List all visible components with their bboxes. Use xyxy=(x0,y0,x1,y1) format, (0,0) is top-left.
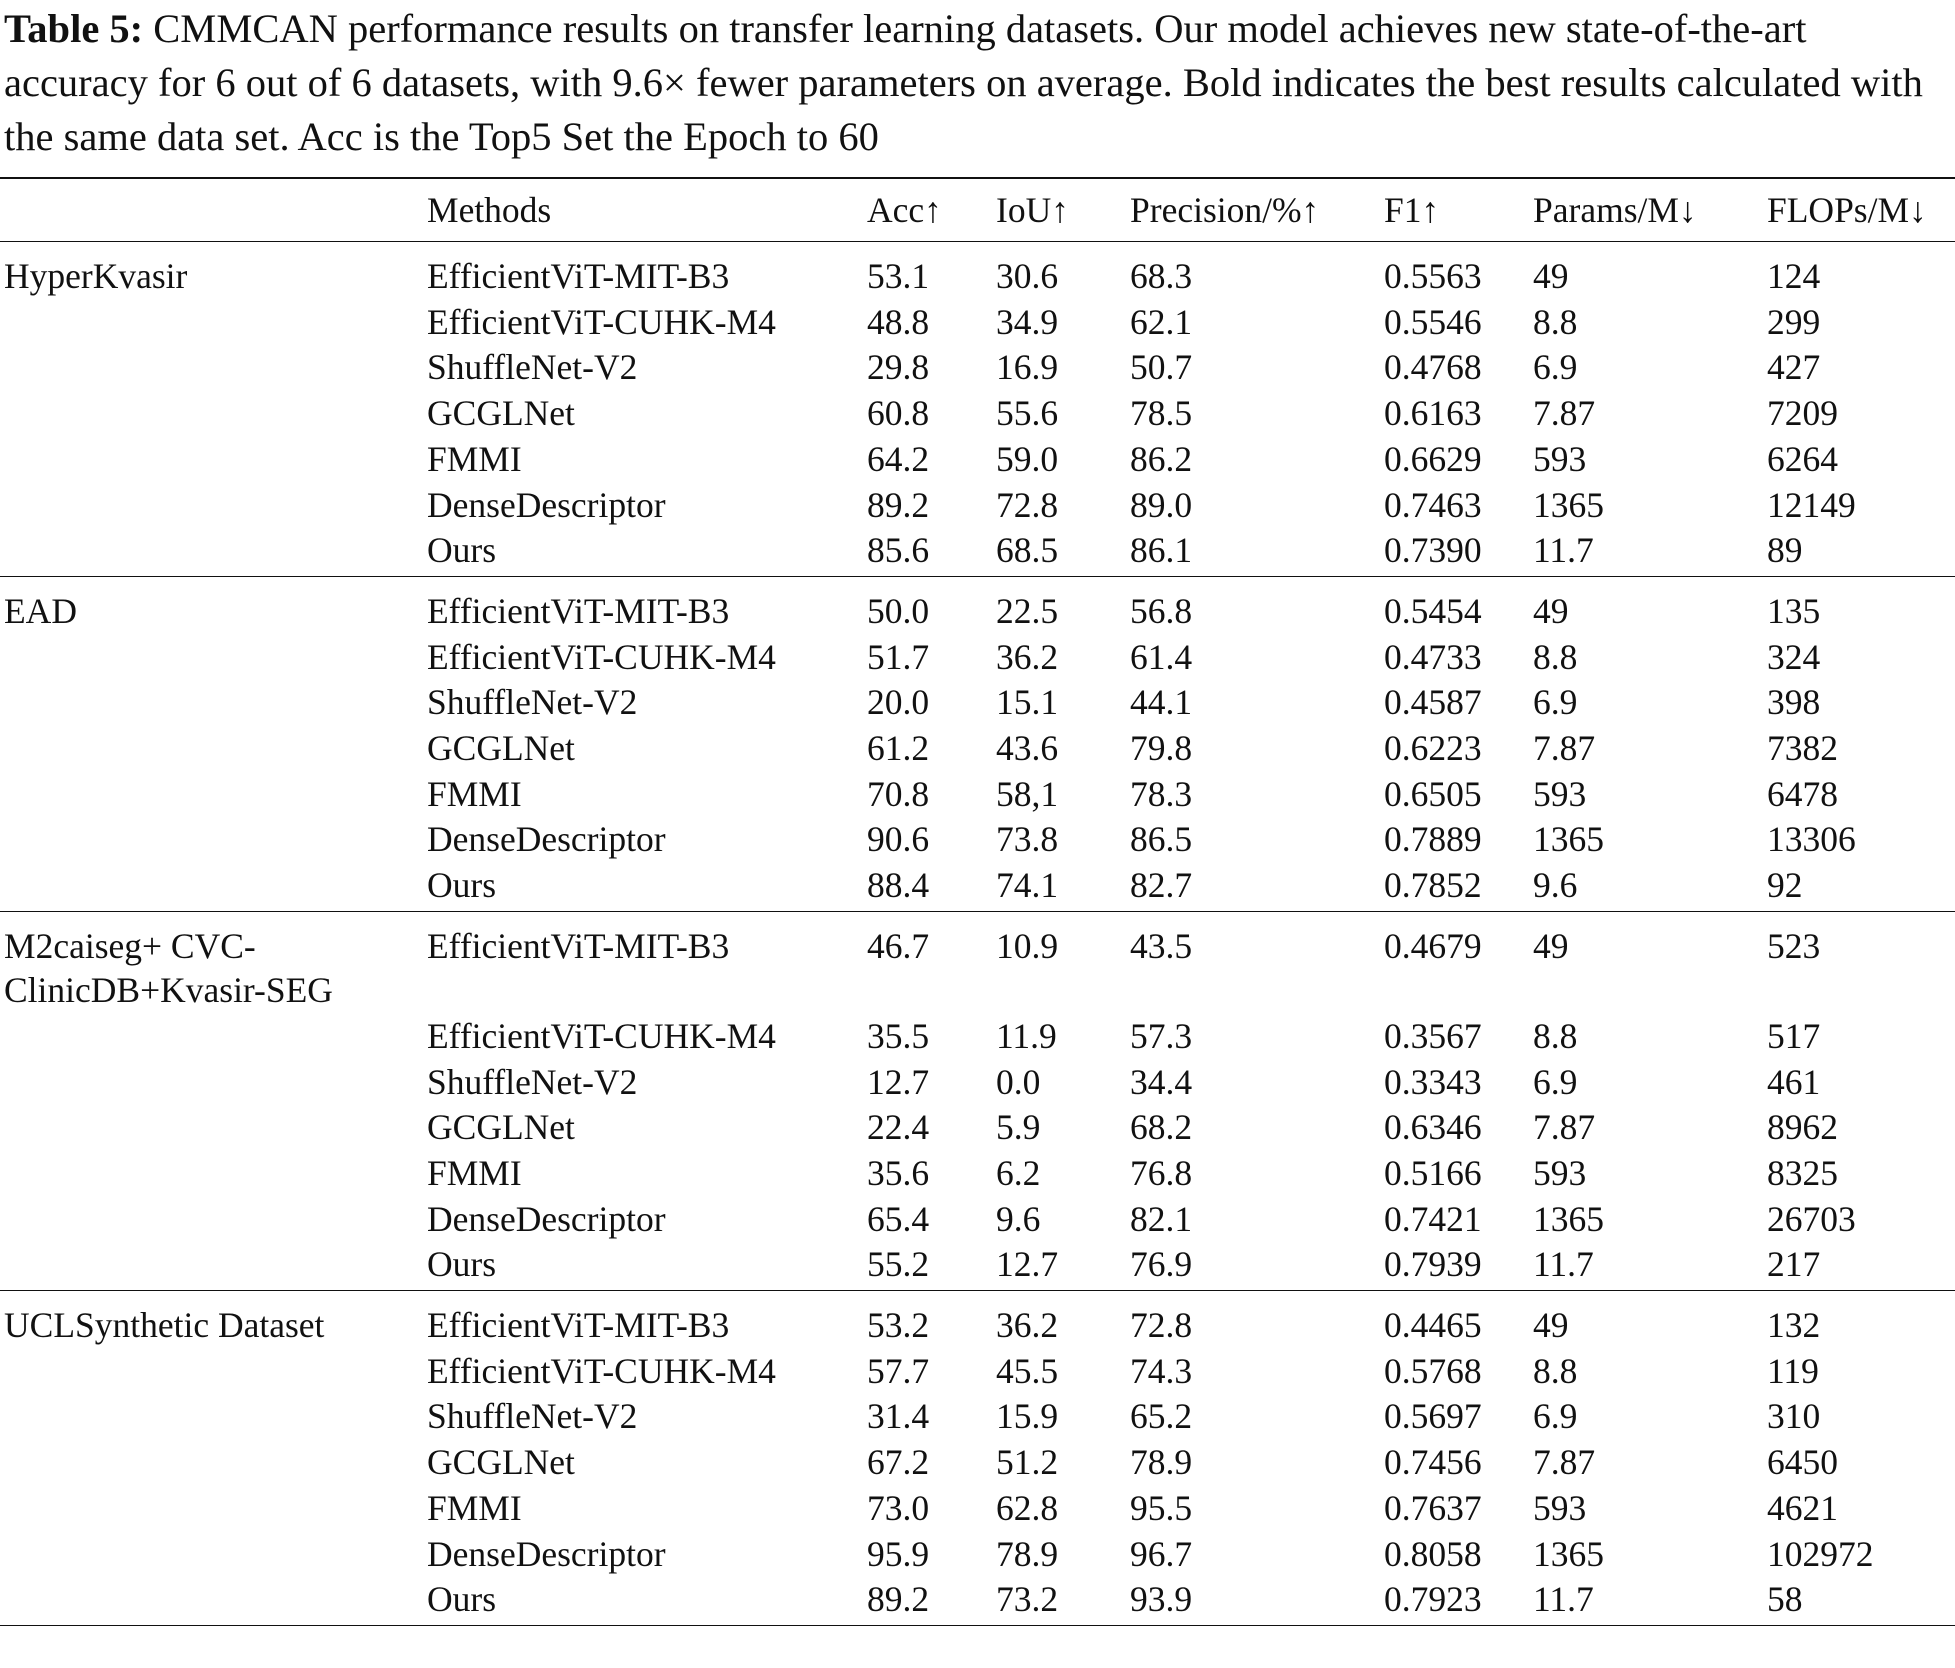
table-row xyxy=(0,635,1955,681)
flops-cell: 132 xyxy=(1767,1305,1821,1346)
flops-cell: 6264 xyxy=(1767,438,1838,479)
f1-cell: 0.5166 xyxy=(1384,1152,1482,1193)
iou-cell: 22.5 xyxy=(996,590,1059,631)
table-row xyxy=(0,863,1955,911)
flops-cell: 102972 xyxy=(1767,1533,1874,1574)
iou-cell: 73.8 xyxy=(996,819,1059,860)
dataset-name xyxy=(0,635,427,681)
precision-cell: 78.9 xyxy=(1130,1442,1193,1483)
table-row xyxy=(0,437,1955,483)
dataset-name xyxy=(0,1105,427,1151)
flops-cell: 4621 xyxy=(1767,1487,1838,1528)
flops-cell: 427 xyxy=(1767,347,1821,388)
flops-cell: 6450 xyxy=(1767,1442,1838,1483)
dataset-name xyxy=(0,300,427,346)
params-cell: 1365 xyxy=(1533,1533,1604,1574)
method-cell: EfficientViT-CUHK-M4 xyxy=(427,1015,776,1056)
method-cell: DenseDescriptor xyxy=(427,1198,666,1239)
iou-cell: 55.6 xyxy=(996,393,1059,434)
dataset-name: M2caiseg+ CVC-ClinicDB+Kvasir-SEG xyxy=(4,925,333,1010)
precision-cell: 50.7 xyxy=(1130,347,1193,388)
header-acc: Acc↑ xyxy=(867,190,942,230)
params-cell: 7.87 xyxy=(1533,1442,1596,1483)
f1-cell: 0.7889 xyxy=(1384,819,1482,860)
iou-cell: 11.9 xyxy=(996,1015,1057,1056)
acc-cell: 35.6 xyxy=(867,1152,930,1193)
f1-cell: 0.5454 xyxy=(1384,590,1482,631)
method-cell: GCGLNet xyxy=(427,393,575,434)
method-cell: EfficientViT-MIT-B3 xyxy=(427,925,730,966)
iou-cell: 9.6 xyxy=(996,1198,1041,1239)
flops-cell: 398 xyxy=(1767,682,1821,723)
method-cell: FMMI xyxy=(427,773,522,814)
acc-cell: 89.2 xyxy=(867,484,930,525)
method-cell: FMMI xyxy=(427,1487,522,1528)
method-cell: EfficientViT-MIT-B3 xyxy=(427,256,730,296)
flops-cell: 6478 xyxy=(1767,773,1838,814)
iou-cell: 58,1 xyxy=(996,773,1059,814)
table-row xyxy=(0,300,1955,346)
precision-cell: 76.9 xyxy=(1130,1244,1193,1285)
dataset-name xyxy=(0,1532,427,1578)
dataset-name xyxy=(0,437,427,483)
f1-cell: 0.6223 xyxy=(1384,728,1482,769)
table-row xyxy=(0,345,1955,391)
dataset-name xyxy=(0,1060,427,1106)
f1-cell: 0.3343 xyxy=(1384,1061,1482,1102)
f1-cell: 0.3567 xyxy=(1384,1015,1482,1056)
acc-cell: 31.4 xyxy=(867,1396,930,1437)
flops-cell: 92 xyxy=(1767,865,1803,906)
acc-cell: 88.4 xyxy=(867,865,930,906)
f1-cell: 0.5768 xyxy=(1384,1350,1482,1391)
iou-cell: 36.2 xyxy=(996,1305,1059,1346)
params-cell: 593 xyxy=(1533,438,1587,479)
dataset-name xyxy=(0,817,427,863)
acc-cell: 85.6 xyxy=(867,530,930,571)
f1-cell: 0.4587 xyxy=(1384,682,1482,723)
f1-cell: 0.4465 xyxy=(1384,1305,1482,1346)
params-cell: 7.87 xyxy=(1533,1107,1596,1148)
params-cell: 49 xyxy=(1533,1305,1569,1346)
precision-cell: 34.4 xyxy=(1130,1061,1193,1102)
dataset-name xyxy=(0,726,427,772)
iou-cell: 74.1 xyxy=(996,865,1059,906)
table-row xyxy=(0,1105,1955,1151)
table-row xyxy=(0,1151,1955,1197)
acc-cell: 95.9 xyxy=(867,1533,930,1574)
params-cell: 11.7 xyxy=(1533,1579,1594,1620)
flops-cell: 217 xyxy=(1767,1244,1821,1285)
dataset-name xyxy=(0,1486,427,1532)
acc-cell: 89.2 xyxy=(867,1579,930,1620)
iou-cell: 59.0 xyxy=(996,438,1059,479)
f1-cell: 0.5697 xyxy=(1384,1396,1482,1437)
precision-cell: 86.2 xyxy=(1130,438,1193,479)
table-row xyxy=(0,483,1955,529)
acc-cell: 46.7 xyxy=(867,925,930,966)
dataset-group xyxy=(0,1291,1955,1626)
dataset-name xyxy=(0,1440,427,1486)
dataset-name xyxy=(0,1151,427,1197)
iou-cell: 16.9 xyxy=(996,347,1059,388)
precision-cell: 96.7 xyxy=(1130,1533,1193,1574)
table-row xyxy=(0,680,1955,726)
f1-cell: 0.8058 xyxy=(1384,1533,1482,1574)
acc-cell: 20.0 xyxy=(867,682,930,723)
f1-cell: 0.5563 xyxy=(1384,256,1482,296)
header-methods: Methods xyxy=(427,190,552,230)
acc-cell: 57.7 xyxy=(867,1350,930,1391)
method-cell: GCGLNet xyxy=(427,728,575,769)
precision-cell: 89.0 xyxy=(1130,484,1193,525)
acc-cell: 51.7 xyxy=(867,636,930,677)
table-row xyxy=(0,1060,1955,1106)
table-row xyxy=(0,911,1955,1014)
table-caption xyxy=(4,2,1949,164)
flops-cell: 461 xyxy=(1767,1061,1821,1102)
params-cell: 1365 xyxy=(1533,484,1604,525)
header-flops: FLOPs/M↓ xyxy=(1767,190,1927,230)
iou-cell: 68.5 xyxy=(996,530,1059,571)
acc-cell: 35.5 xyxy=(867,1015,930,1056)
params-cell: 6.9 xyxy=(1533,1396,1578,1437)
f1-cell: 0.4733 xyxy=(1384,636,1482,677)
flops-cell: 8325 xyxy=(1767,1152,1838,1193)
flops-cell: 299 xyxy=(1767,301,1821,342)
dataset-group xyxy=(0,911,1955,1290)
iou-cell: 30.6 xyxy=(996,256,1059,296)
results-table xyxy=(0,177,1955,1626)
table-row xyxy=(0,576,1955,634)
iou-cell: 0.0 xyxy=(996,1061,1041,1102)
table-row xyxy=(0,1242,1955,1290)
f1-cell: 0.7390 xyxy=(1384,530,1482,571)
table-row xyxy=(0,1291,1955,1349)
f1-cell: 0.7852 xyxy=(1384,865,1482,906)
method-cell: Ours xyxy=(427,865,497,906)
method-cell: DenseDescriptor xyxy=(427,1533,666,1574)
dataset-name xyxy=(0,1242,427,1290)
table-row xyxy=(0,528,1955,576)
header-iou: IoU↑ xyxy=(996,190,1069,230)
precision-cell: 95.5 xyxy=(1130,1487,1193,1528)
caption-text: CMMCAN performance results on transfer learning datasets. Our model achieves new state-of-the-art accuracy for 6 out of 6 datasets, with 9.6× fewer parameters on average. Bold indicates the best results calculated with the same data set. Acc is the Top5 Set the Epoch to 60 xyxy=(4,6,1923,159)
iou-cell: 43.6 xyxy=(996,728,1059,769)
flops-cell: 135 xyxy=(1767,590,1821,631)
table-row xyxy=(0,726,1955,772)
dataset-name xyxy=(0,680,427,726)
table-row xyxy=(0,391,1955,437)
precision-cell: 65.2 xyxy=(1130,1396,1193,1437)
f1-cell: 0.7421 xyxy=(1384,1198,1482,1239)
acc-cell: 67.2 xyxy=(867,1442,930,1483)
params-cell: 6.9 xyxy=(1533,1061,1578,1102)
dataset-group xyxy=(0,576,1955,911)
dataset-name xyxy=(0,528,427,576)
acc-cell: 70.8 xyxy=(867,773,930,814)
precision-cell: 76.8 xyxy=(1130,1152,1193,1193)
params-cell: 8.8 xyxy=(1533,301,1578,342)
f1-cell: 0.7463 xyxy=(1384,484,1482,525)
method-cell: ShuffleNet-V2 xyxy=(427,1061,638,1102)
acc-cell: 65.4 xyxy=(867,1198,930,1239)
dataset-group xyxy=(0,242,1955,577)
header-precision: Precision/%↑ xyxy=(1130,190,1320,230)
precision-cell: 78.3 xyxy=(1130,773,1193,814)
dataset-name: UCLSynthetic Dataset xyxy=(4,1305,325,1346)
method-cell: DenseDescriptor xyxy=(427,484,666,525)
method-cell: Ours xyxy=(427,1579,497,1620)
f1-cell: 0.7939 xyxy=(1384,1244,1482,1285)
dataset-name xyxy=(0,391,427,437)
precision-cell: 86.5 xyxy=(1130,819,1193,860)
precision-cell: 78.5 xyxy=(1130,393,1193,434)
acc-cell: 73.0 xyxy=(867,1487,930,1528)
f1-cell: 0.7456 xyxy=(1384,1442,1482,1483)
acc-cell: 22.4 xyxy=(867,1107,930,1148)
f1-cell: 0.7637 xyxy=(1384,1487,1482,1528)
iou-cell: 73.2 xyxy=(996,1579,1059,1620)
params-cell: 49 xyxy=(1533,256,1569,296)
precision-cell: 43.5 xyxy=(1130,925,1193,966)
precision-cell: 72.8 xyxy=(1130,1305,1193,1346)
method-cell: GCGLNet xyxy=(427,1107,575,1148)
method-cell: Ours xyxy=(427,530,497,571)
params-cell: 593 xyxy=(1533,1152,1587,1193)
method-cell: Ours xyxy=(427,1244,497,1285)
iou-cell: 15.1 xyxy=(996,682,1059,723)
acc-cell: 64.2 xyxy=(867,438,930,479)
params-cell: 593 xyxy=(1533,1487,1587,1528)
f1-cell: 0.4768 xyxy=(1384,347,1482,388)
method-cell: ShuffleNet-V2 xyxy=(427,682,638,723)
method-cell: EfficientViT-MIT-B3 xyxy=(427,1305,730,1346)
table-row xyxy=(0,772,1955,818)
method-cell: FMMI xyxy=(427,1152,522,1193)
dataset-name xyxy=(0,345,427,391)
method-cell: EfficientViT-CUHK-M4 xyxy=(427,636,776,677)
acc-cell: 53.2 xyxy=(867,1305,930,1346)
flops-cell: 310 xyxy=(1767,1396,1821,1437)
params-cell: 9.6 xyxy=(1533,865,1578,906)
params-cell: 6.9 xyxy=(1533,347,1578,388)
dataset-name xyxy=(0,1577,427,1625)
dataset-name xyxy=(0,1349,427,1395)
params-cell: 7.87 xyxy=(1533,393,1596,434)
f1-cell: 0.6629 xyxy=(1384,438,1482,479)
header-dataset xyxy=(0,178,427,242)
flops-cell: 8962 xyxy=(1767,1107,1838,1148)
iou-cell: 15.9 xyxy=(996,1396,1059,1437)
table-row xyxy=(0,1486,1955,1532)
method-cell: ShuffleNet-V2 xyxy=(427,347,638,388)
iou-cell: 36.2 xyxy=(996,636,1059,677)
caption-label: Table 5: xyxy=(4,6,144,51)
table-row xyxy=(0,1577,1955,1625)
iou-cell: 6.2 xyxy=(996,1152,1041,1193)
iou-cell: 10.9 xyxy=(996,925,1059,966)
flops-cell: 7382 xyxy=(1767,728,1838,769)
iou-cell: 45.5 xyxy=(996,1350,1059,1391)
precision-cell: 79.8 xyxy=(1130,728,1193,769)
table-row xyxy=(0,1349,1955,1395)
precision-cell: 86.1 xyxy=(1130,530,1193,571)
iou-cell: 34.9 xyxy=(996,301,1059,342)
flops-cell: 7209 xyxy=(1767,393,1838,434)
flops-cell: 13306 xyxy=(1767,819,1856,860)
iou-cell: 51.2 xyxy=(996,1442,1059,1483)
flops-cell: 26703 xyxy=(1767,1198,1856,1239)
params-cell: 8.8 xyxy=(1533,636,1578,677)
table-row xyxy=(0,1440,1955,1486)
f1-cell: 0.4679 xyxy=(1384,925,1482,966)
table-row xyxy=(0,1394,1955,1440)
f1-cell: 0.6163 xyxy=(1384,393,1482,434)
params-cell: 6.9 xyxy=(1533,682,1578,723)
method-cell: EfficientViT-CUHK-M4 xyxy=(427,1350,776,1391)
acc-cell: 53.1 xyxy=(867,256,930,296)
acc-cell: 60.8 xyxy=(867,393,930,434)
params-cell: 49 xyxy=(1533,590,1569,631)
precision-cell: 56.8 xyxy=(1130,590,1193,631)
f1-cell: 0.6505 xyxy=(1384,773,1482,814)
precision-cell: 82.7 xyxy=(1130,865,1193,906)
table-row xyxy=(0,242,1955,300)
flops-cell: 12149 xyxy=(1767,484,1856,525)
flops-cell: 523 xyxy=(1767,925,1821,966)
params-cell: 11.7 xyxy=(1533,1244,1594,1285)
params-cell: 7.87 xyxy=(1533,728,1596,769)
iou-cell: 78.9 xyxy=(996,1533,1059,1574)
params-cell: 1365 xyxy=(1533,819,1604,860)
precision-cell: 62.1 xyxy=(1130,301,1193,342)
header-row xyxy=(0,178,1955,242)
method-cell: ShuffleNet-V2 xyxy=(427,1396,638,1437)
acc-cell: 29.8 xyxy=(867,347,930,388)
method-cell: FMMI xyxy=(427,438,522,479)
flops-cell: 89 xyxy=(1767,530,1803,571)
params-cell: 11.7 xyxy=(1533,530,1594,571)
f1-cell: 0.5546 xyxy=(1384,301,1482,342)
method-cell: EfficientViT-MIT-B3 xyxy=(427,590,730,631)
dataset-name xyxy=(0,772,427,818)
dataset-name xyxy=(0,1197,427,1243)
acc-cell: 48.8 xyxy=(867,301,930,342)
acc-cell: 12.7 xyxy=(867,1061,930,1102)
precision-cell: 68.3 xyxy=(1130,256,1193,296)
dataset-name: EAD xyxy=(4,590,77,631)
precision-cell: 44.1 xyxy=(1130,682,1193,723)
f1-cell: 0.7923 xyxy=(1384,1579,1482,1620)
table-row xyxy=(0,1014,1955,1060)
precision-cell: 68.2 xyxy=(1130,1107,1193,1148)
flops-cell: 324 xyxy=(1767,636,1821,677)
dataset-name xyxy=(0,1394,427,1440)
method-cell: DenseDescriptor xyxy=(427,819,666,860)
flops-cell: 124 xyxy=(1767,256,1821,296)
table-row xyxy=(0,1197,1955,1243)
precision-cell: 93.9 xyxy=(1130,1579,1193,1620)
flops-cell: 58 xyxy=(1767,1579,1803,1620)
dataset-name xyxy=(0,1014,427,1060)
header-params: Params/M↓ xyxy=(1533,190,1697,230)
method-cell: GCGLNet xyxy=(427,1442,575,1483)
acc-cell: 61.2 xyxy=(867,728,930,769)
acc-cell: 55.2 xyxy=(867,1244,930,1285)
iou-cell: 12.7 xyxy=(996,1244,1059,1285)
precision-cell: 74.3 xyxy=(1130,1350,1193,1391)
precision-cell: 82.1 xyxy=(1130,1198,1193,1239)
params-cell: 593 xyxy=(1533,773,1587,814)
precision-cell: 57.3 xyxy=(1130,1015,1193,1056)
dataset-name xyxy=(0,483,427,529)
acc-cell: 90.6 xyxy=(867,819,930,860)
iou-cell: 72.8 xyxy=(996,484,1059,525)
iou-cell: 62.8 xyxy=(996,1487,1059,1528)
params-cell: 8.8 xyxy=(1533,1350,1578,1391)
dataset-name xyxy=(0,863,427,911)
precision-cell: 61.4 xyxy=(1130,636,1193,677)
params-cell: 1365 xyxy=(1533,1198,1604,1239)
params-cell: 8.8 xyxy=(1533,1015,1578,1056)
acc-cell: 50.0 xyxy=(867,590,930,631)
table-row xyxy=(0,1532,1955,1578)
params-cell: 49 xyxy=(1533,925,1569,966)
dataset-name: HyperKvasir xyxy=(4,256,188,296)
header-f1: F1↑ xyxy=(1384,190,1440,230)
flops-cell: 517 xyxy=(1767,1015,1821,1056)
f1-cell: 0.6346 xyxy=(1384,1107,1482,1148)
method-cell: EfficientViT-CUHK-M4 xyxy=(427,301,776,342)
table-row xyxy=(0,817,1955,863)
iou-cell: 5.9 xyxy=(996,1107,1041,1148)
flops-cell: 119 xyxy=(1767,1350,1819,1391)
